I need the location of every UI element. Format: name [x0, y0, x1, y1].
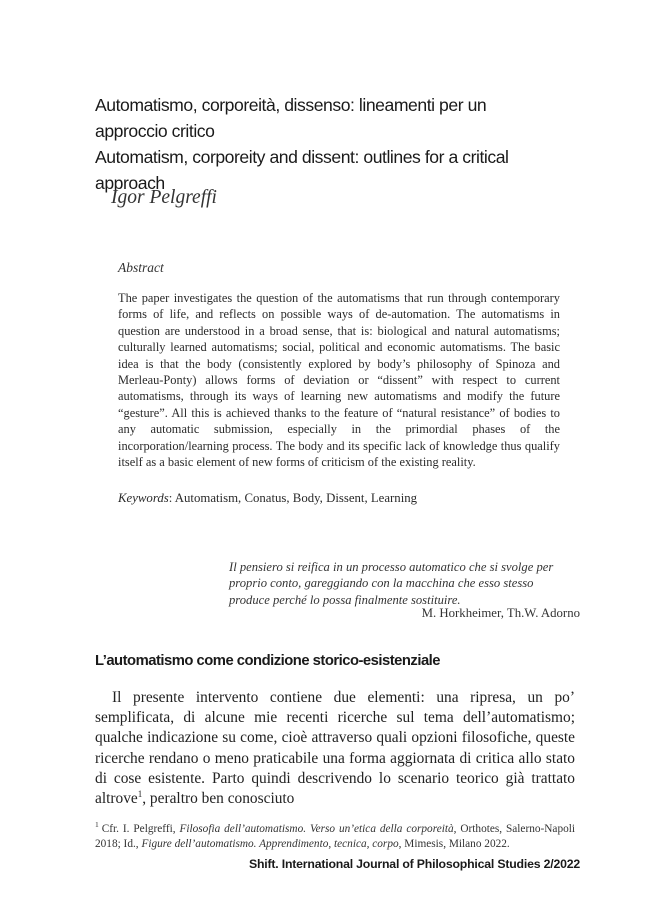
footnote-text-1: Cfr. I. Pelgreffi,: [101, 823, 180, 835]
title-english-line-2: approach: [95, 173, 165, 193]
footnote-text-3: , Mimesis, Milano 2022.: [398, 838, 510, 850]
journal-footer: Shift. International Journal of Philosophical Studies 2/2022: [248, 857, 580, 871]
footnote-number: 1: [95, 820, 99, 830]
footnote: [95, 822, 575, 852]
article-title: [95, 92, 565, 196]
abstract-text: The paper investigates the question of the automatisms that run through contemporary forms of life, and reflects on possible ways of de-automation. The automatisms in question are understood in a broad sense, that is: biological and natural automatisms; culturally learned automatisms; social, political and economic automatisms. The basic idea is that the body (consistently explored by body’s philosophy of Spinoza and Merleau-Ponty) allows forms of deviation or “dissent” with respect to current automatisms, through its ways of learning new automatisms and modify the future “gesture”. All this is achieved thanks to the feature of “natural resistance” of bodies to any automatic submission, especially in the primordial phases of the incorporation/learning process. The body and its specific lack of knowledge thus qualify itself as a basic element of new forms of criticism of the existing reality.: [118, 291, 560, 470]
epigraph-quote: Il pensiero si reifica in un processo automatico che si svolge per proprio conto, gareggiando con la macchina che esso stesso produce perché lo possa finalmente sostituire.: [229, 560, 554, 607]
keywords-label: Keywords: [118, 491, 169, 505]
body-text-tail: , peraltro ben conosciuto: [142, 790, 295, 808]
abstract-label: Abstract: [118, 260, 164, 275]
footnote-work-2: Figure dell’automatismo. Apprendimento, tecnica, corpo: [141, 838, 399, 850]
epigraph-author: M. Horkheimer, Th.W. Adorno: [421, 606, 580, 620]
title-italian-line-2: approccio critico: [95, 121, 215, 141]
body-text-main: Il presente intervento contiene due elementi: una ripresa, un po’ semplificata, di alcune mie recenti ricerche sul tema dell’automatismo; qualche indicazione su come, cioè attraverso quali opzioni filosofiche, queste ricerche rendano o meno praticabile una forma aggiornata di critica allo stato di cose esistente. Parto quindi descrivendo lo scenario teorico già trattato altrove: [95, 689, 575, 808]
footnote-text-2: , Orthotes, Salerno-Napoli 2018; Id.,: [95, 823, 576, 850]
keywords: [118, 491, 417, 506]
footnote-work-1: Filosofia dell’automatismo. Verso un’etica della corporeità: [179, 823, 454, 835]
title-italian-line-1: Automatismo, corporeità, dissenso: lineamenti per un: [95, 95, 487, 115]
author-name: Igor Pelgreffi: [111, 187, 217, 208]
keywords-list: : Automatism, Conatus, Body, Dissent, Learning: [168, 491, 418, 505]
body-paragraph: [95, 688, 575, 809]
title-english-line-1: Automatism, corporeity and dissent: outlines for a critical: [95, 147, 509, 167]
footnote-reference[interactable]: 1: [137, 788, 143, 799]
section-heading: L’automatismo come condizione storico-esistenziale: [95, 653, 441, 669]
